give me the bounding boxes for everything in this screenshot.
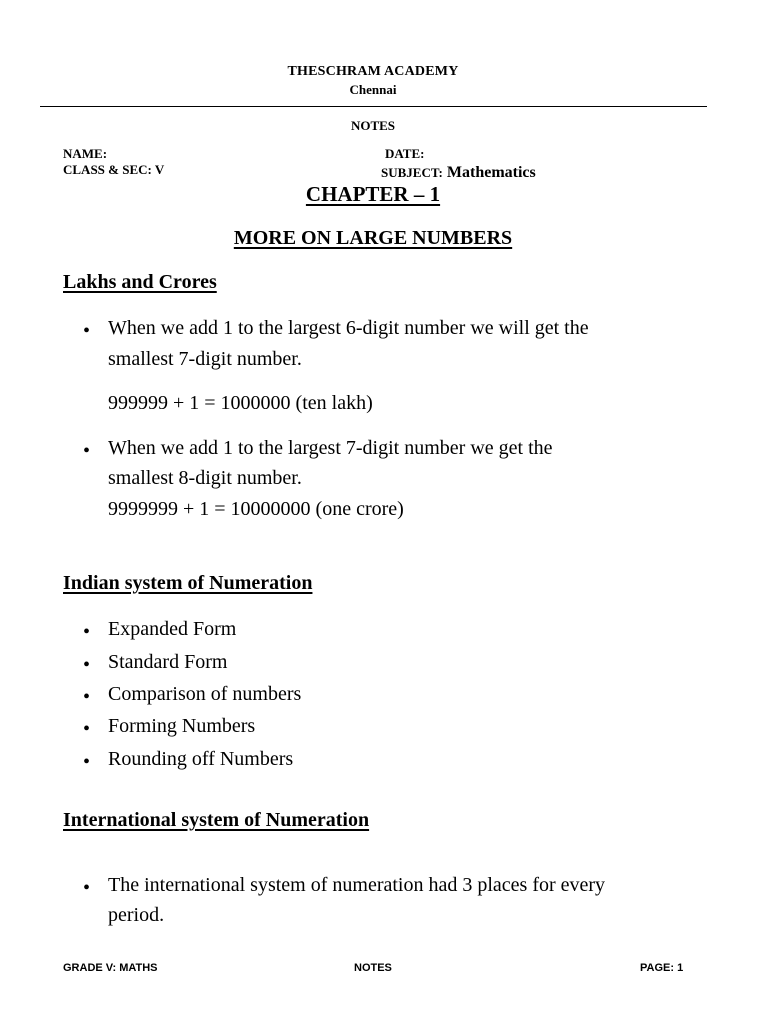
list-item: When we add 1 to the largest 6-digit number we will get the [108,317,589,339]
list-item-continuation: smallest 7-digit number. [108,348,302,370]
school-city: Chennai [349,82,397,97]
bullet-dot: • [83,686,91,708]
name-label: NAME: [63,146,108,161]
list-item: Comparison of numbers [108,683,302,705]
subject-label: SUBJECT: [381,165,443,180]
document-type-label: NOTES [350,118,396,133]
topic-title [0,227,746,250]
bullet-dot: • [83,621,91,643]
bullet-dot: • [83,877,91,899]
example-equation: 9999999 + 1 = 10000000 (one crore) [108,498,404,520]
chapter-title [0,182,746,207]
topic-title-text: MORE ON LARGE NUMBERS [233,227,513,249]
date-label: DATE: [385,146,425,161]
list-item-continuation: smallest 8-digit number. [108,467,302,489]
bullet-dot: • [83,320,91,342]
list-item: Rounding off Numbers [108,748,294,770]
subject-value: Mathematics [446,164,536,181]
subject-field [381,164,536,182]
footer-page-number: PAGE: 1 [640,962,684,974]
list-item: Forming Numbers [108,715,256,737]
footer-grade: GRADE V: MATHS [63,962,158,974]
class-section-label: CLASS & SEC: V [63,162,165,177]
section-heading-indian-system: Indian system of Numeration [63,572,313,594]
bullet-dot: • [83,654,91,676]
list-item: Expanded Form [108,618,237,640]
example-equation: 999999 + 1 = 1000000 (ten lakh) [108,392,373,414]
section-heading-lakhs-crores: Lakhs and Crores [63,271,217,293]
chapter-title-text: CHAPTER – 1 [305,182,441,206]
header-divider [40,106,707,107]
bullet-dot: • [83,440,91,462]
list-item: Standard Form [108,651,228,673]
footer-notes: NOTES [354,962,392,974]
school-name: THESCHRAM ACADEMY [287,64,459,79]
list-item: When we add 1 to the largest 7-digit number we get the [108,437,553,459]
list-item: The international system of numeration had 3 places for every [108,874,606,896]
section-heading-international-system: International system of Numeration [63,809,370,831]
bullet-dot: • [83,718,91,740]
list-item-continuation: period. [108,904,165,926]
bullet-dot: • [83,751,91,773]
